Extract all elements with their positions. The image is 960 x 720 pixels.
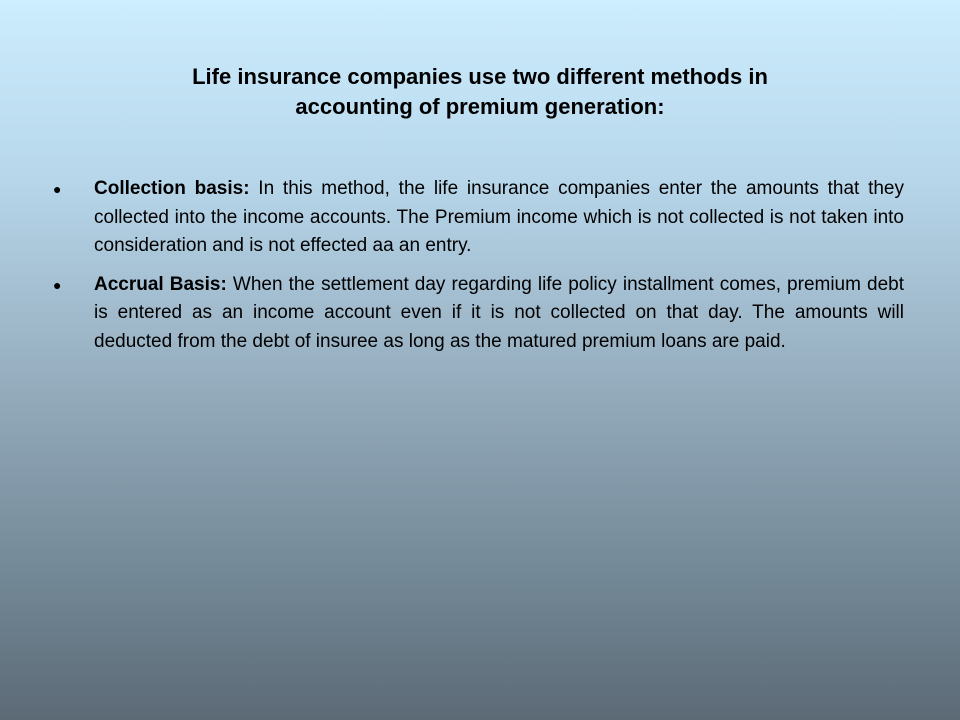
slide-title-line-2: accounting of premium generation: (295, 94, 665, 119)
bullet-item-collection-basis (52, 175, 904, 261)
bullet-dot-icon: ● (53, 276, 62, 293)
bullet-dot-icon: ● (53, 181, 62, 197)
bullet-list (52, 175, 904, 366)
slide-title (80, 62, 880, 122)
bullet-text: In this method, the life insurance companies enter the amounts that they collected into the income accounts. The Premium income which is not collected is not taken into consideration and is not effected aa an entry. (94, 178, 905, 256)
bullet-item-accrual-basis (52, 271, 904, 357)
slide-title-line-1: Life insurance companies use two different methods in (192, 64, 768, 89)
bullet-term: Accrual Basis: (94, 273, 227, 295)
bullet-term: Collection basis: (94, 178, 250, 199)
bullet-text: When the settlement day regarding life policy installment comes, premium debt is entered as an income account even if it is not collected on that day. The amounts will deducted from the debt of insuree as long as the matured premium loans are paid. (94, 273, 904, 352)
